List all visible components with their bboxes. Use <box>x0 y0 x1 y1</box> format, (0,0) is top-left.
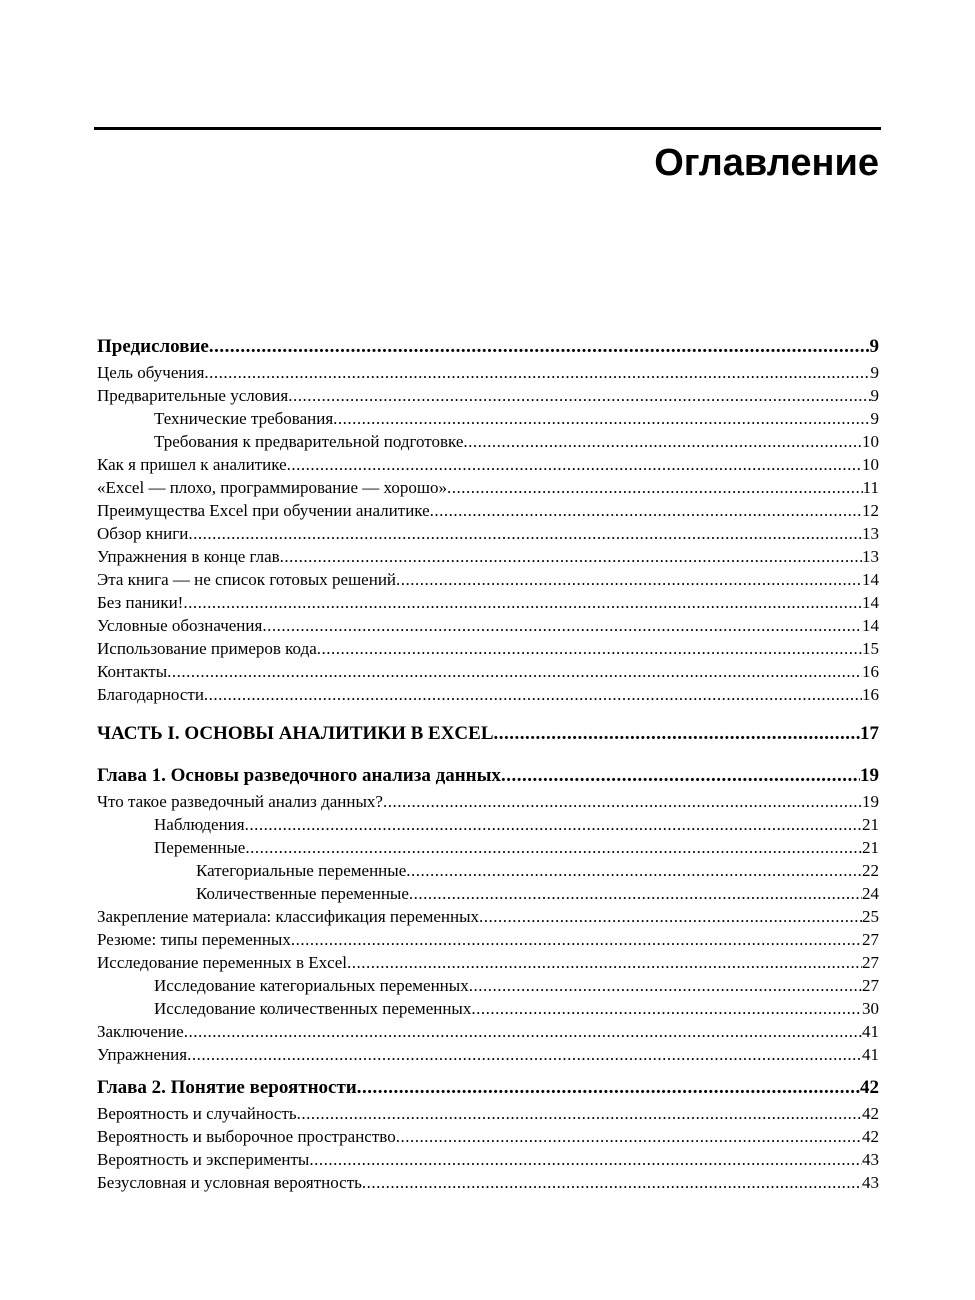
toc-entry[interactable] <box>97 1102 879 1125</box>
dot-leader <box>184 1020 862 1043</box>
dot-leader <box>333 407 870 430</box>
toc-page-number: 10 <box>862 432 879 451</box>
toc-entry[interactable] <box>97 790 879 813</box>
toc-entry-title: Вероятность и выборочное пространство <box>97 1127 396 1146</box>
dot-leader <box>188 522 862 545</box>
toc-entry[interactable] <box>97 859 879 882</box>
toc-entry-title: Как я пришел к аналитике <box>97 455 287 474</box>
toc-page-number: 16 <box>862 685 879 704</box>
toc-entry[interactable] <box>97 476 879 499</box>
toc-entry-title: Что такое разведочный анализ данных? <box>97 792 383 811</box>
toc-page-number: 10 <box>862 455 879 474</box>
dot-leader <box>183 591 862 614</box>
toc-entry[interactable] <box>97 660 879 683</box>
toc-page-number: 14 <box>862 570 879 589</box>
toc-page-number: 17 <box>860 723 879 744</box>
toc-entry[interactable] <box>97 974 879 997</box>
toc-entry[interactable] <box>97 591 879 614</box>
toc-entry-title: Цель обучения <box>97 363 205 382</box>
toc-entry[interactable] <box>97 928 879 951</box>
dot-leader <box>409 882 862 905</box>
dot-leader <box>396 1125 862 1148</box>
dot-leader <box>204 361 870 384</box>
toc-heading-entry[interactable] <box>97 333 879 361</box>
toc-page-number: 24 <box>862 884 879 903</box>
toc-page-number: 9 <box>869 336 879 357</box>
toc-entry[interactable] <box>97 813 879 836</box>
toc-entry[interactable] <box>97 614 879 637</box>
toc-page-number: 9 <box>870 363 879 382</box>
dot-leader <box>287 453 862 476</box>
toc-entry[interactable] <box>97 836 879 859</box>
toc-entry[interactable] <box>97 882 879 905</box>
toc-page-number: 21 <box>862 838 879 857</box>
toc-entry-title: Количественные переменные <box>196 884 409 903</box>
toc-spacer <box>97 748 879 762</box>
toc-heading-entry[interactable] <box>97 1074 879 1102</box>
toc-entry[interactable] <box>97 361 879 384</box>
toc-page-number: 12 <box>862 501 879 520</box>
toc-entry-title: Упражнения в конце глав <box>97 547 280 566</box>
toc-page-number: 22 <box>862 861 879 880</box>
toc-entry[interactable] <box>97 637 879 660</box>
dot-leader <box>447 476 863 499</box>
dot-leader <box>245 836 862 859</box>
toc-spacer <box>97 706 879 720</box>
toc-page-number: 41 <box>862 1045 879 1064</box>
toc-entry[interactable] <box>97 1171 879 1194</box>
dot-leader <box>430 499 862 522</box>
toc-entry-title: Категориальные переменные <box>196 861 407 880</box>
page-title: Оглавление <box>654 142 879 184</box>
toc-entry[interactable] <box>97 997 879 1020</box>
dot-leader <box>204 683 862 706</box>
table-of-contents <box>97 333 879 1194</box>
toc-entry-title: Предисловие <box>97 336 209 357</box>
toc-page-number: 13 <box>862 524 879 543</box>
toc-entry[interactable] <box>97 407 879 430</box>
toc-entry-title: Контакты <box>97 662 168 681</box>
dot-leader <box>383 790 862 813</box>
dot-leader <box>317 637 862 660</box>
toc-page-number: 21 <box>862 815 879 834</box>
toc-page-number: 27 <box>862 930 879 949</box>
toc-page-number: 14 <box>862 593 879 612</box>
toc-entry-title: Резюме: типы переменных <box>97 930 291 949</box>
toc-entry-title: Переменные <box>154 838 246 857</box>
toc-page-number: 16 <box>862 662 879 681</box>
toc-page-number: 19 <box>860 765 879 786</box>
dot-leader <box>167 660 862 683</box>
toc-page-number: 43 <box>862 1150 879 1169</box>
dot-leader <box>291 928 862 951</box>
toc-page-number: 13 <box>862 547 879 566</box>
toc-heading-entry[interactable] <box>97 720 879 748</box>
toc-entry-title: Условные обозначения <box>97 616 263 635</box>
toc-page-number: 27 <box>862 976 879 995</box>
toc-entry-title: Исследование переменных в Excel <box>97 953 347 972</box>
toc-page-number: 14 <box>862 616 879 635</box>
toc-entry-title: Обзор книги <box>97 524 189 543</box>
dot-leader <box>396 568 862 591</box>
toc-entry[interactable] <box>97 568 879 591</box>
toc-page-number: 43 <box>862 1173 879 1192</box>
dot-leader <box>187 1043 862 1066</box>
dot-leader <box>309 1148 862 1171</box>
toc-page-number: 42 <box>862 1104 879 1123</box>
toc-entry-title: Требования к предварительной подготовке <box>154 432 464 451</box>
toc-entry-title: Эта книга — не список готовых решений <box>97 570 397 589</box>
toc-page-number: 41 <box>862 1022 879 1041</box>
dot-leader <box>501 762 860 790</box>
dot-leader <box>288 384 870 407</box>
toc-entry[interactable] <box>97 1148 879 1171</box>
toc-page-number: 30 <box>862 999 879 1018</box>
toc-entry-title: «Excel — плохо, программирование — хорошо» <box>97 478 447 497</box>
dot-leader <box>245 813 862 836</box>
toc-entry[interactable] <box>97 522 879 545</box>
toc-entry-title: Глава 1. Основы разведочного анализа данных <box>97 765 501 786</box>
toc-entry[interactable] <box>97 1020 879 1043</box>
toc-entry-title: Упражнения <box>97 1045 188 1064</box>
dot-leader <box>471 997 862 1020</box>
toc-page-number: 11 <box>862 478 879 497</box>
dot-leader <box>357 1074 860 1102</box>
toc-entry-title: Исследование категориальных переменных <box>154 976 469 995</box>
toc-entry-title: Благодарности <box>97 685 204 704</box>
dot-leader <box>479 905 862 928</box>
toc-page-number: 9 <box>870 386 879 405</box>
toc-entry-title: Глава 2. Понятие вероятности <box>97 1077 357 1098</box>
toc-entry-title: Преимущества Excel при обучении аналитике <box>97 501 430 520</box>
toc-page-number: 25 <box>862 907 879 926</box>
toc-entry-title: Предварительные условия <box>97 386 289 405</box>
toc-entry[interactable] <box>97 453 879 476</box>
toc-entry-title: Вероятность и эксперименты <box>97 1150 310 1169</box>
toc-page-number: 19 <box>862 792 879 811</box>
toc-entry[interactable] <box>97 905 879 928</box>
toc-entry-title: Использование примеров кода <box>97 639 317 658</box>
dot-leader <box>463 430 862 453</box>
dot-leader <box>469 974 862 997</box>
dot-leader <box>297 1102 862 1125</box>
toc-heading-entry[interactable] <box>97 762 879 790</box>
toc-page-number: 15 <box>862 639 879 658</box>
toc-page-number: 42 <box>860 1077 879 1098</box>
toc-entry-title: Технические требования <box>154 409 334 428</box>
toc-entry[interactable] <box>97 384 879 407</box>
toc-entry-title: Заключение <box>97 1022 184 1041</box>
dot-leader <box>262 614 862 637</box>
top-rule <box>94 127 881 130</box>
toc-entry-title: Закрепление материала: классификация переменных <box>97 907 480 926</box>
dot-leader <box>280 545 862 568</box>
dot-leader <box>406 859 862 882</box>
toc-page-number: 9 <box>870 409 879 428</box>
dot-leader <box>347 951 862 974</box>
toc-entry-title: Безусловная и условная вероятность <box>97 1173 362 1192</box>
toc-entry-title: Без паники! <box>97 593 184 612</box>
toc-entry[interactable] <box>97 1125 879 1148</box>
toc-entry-title: ЧАСТЬ I. ОСНОВЫ АНАЛИТИКИ В EXCEL <box>97 723 494 744</box>
dot-leader <box>494 720 861 748</box>
toc-entry[interactable] <box>97 545 879 568</box>
toc-entry[interactable] <box>97 683 879 706</box>
toc-entry-title: Наблюдения <box>154 815 245 834</box>
toc-spacer <box>97 1066 879 1074</box>
toc-entry-title: Вероятность и случайность <box>97 1104 297 1123</box>
toc-entry[interactable] <box>97 430 879 453</box>
toc-entry-title: Исследование количественных переменных <box>154 999 472 1018</box>
dot-leader <box>209 333 870 361</box>
toc-page-number: 27 <box>862 953 879 972</box>
toc-entry[interactable] <box>97 951 879 974</box>
toc-page-number: 42 <box>862 1127 879 1146</box>
toc-entry[interactable] <box>97 499 879 522</box>
toc-entry[interactable] <box>97 1043 879 1066</box>
dot-leader <box>362 1171 862 1194</box>
